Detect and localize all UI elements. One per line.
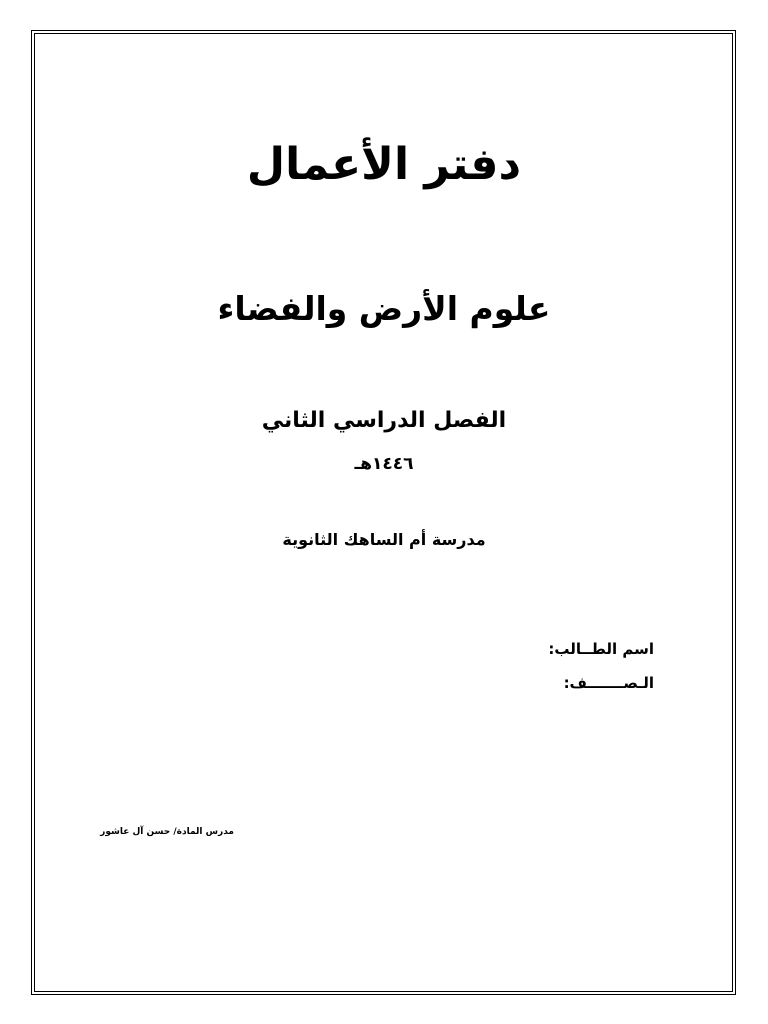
student-name-label: اسم الطــالب: [548,640,654,658]
cover-semester: الفصل الدراسي الثاني [261,408,507,433]
cover-school: مدرسة أم الساهك الثانوية [282,530,486,549]
cover-title: دفتر الأعمال [246,139,522,190]
cover-year: ١٤٤٦هـ [354,454,414,474]
class-label: الـصـــــــف: [563,674,654,692]
teacher-credit: مدرس المادة/ حسن آل عاشور [100,827,234,837]
cover-subject: علوم الأرض والفضاء [217,289,551,328]
